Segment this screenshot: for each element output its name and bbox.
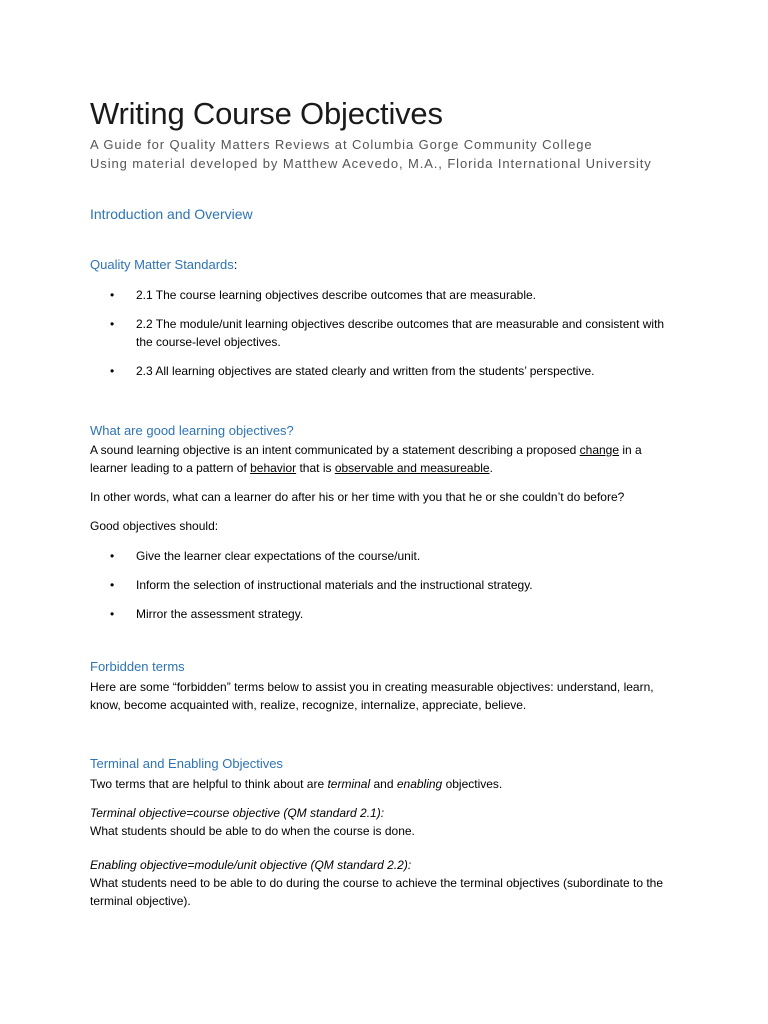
list-item-text: 2.1 The course learning objectives describe outcomes that are measurable. [136,288,537,302]
heading-good-objectives: What are good learning objectives? [90,423,294,438]
list-item-text: Inform the selection of instructional materials and the instructional strategy. [136,578,533,592]
bullet-icon: • [110,607,115,621]
list-item-text: 2.2 The module/unit learning objectives describe outcomes that are measurable and consistent with the course-level objectives. [136,317,665,349]
paragraph-good-objectives-lead: Good objectives should: [90,519,219,533]
text-fragment: objectives. [442,777,503,791]
text-fragment: in a learner leading to a pattern of [90,443,642,475]
heading-introduction: Introduction and Overview [90,206,253,222]
list-item [110,315,680,351]
paragraph-forbidden-terms: Here are some “forbidden” terms below to assist you in creating measurable objectives: understand, learn, know, become acquainted with, realize, recognize, internalize, appreciate, believe. [90,680,654,712]
bullet-icon: • [110,364,115,378]
subtitle-guide: A Guide for Quality Matters Reviews at Columbia Gorge Community College [90,137,593,152]
list-item-text: Mirror the assessment strategy. [136,607,304,621]
bullet-icon: • [110,288,115,302]
list-item [110,605,680,623]
list-item-text: 2.3 All learning objectives are stated clearly and written from the students’ perspective. [136,364,595,378]
heading-qm-standards-text: Quality Matter Standards [90,257,234,272]
text-fragment: A sound learning objective is an intent communicated by a statement describing a proposed [90,443,580,457]
list-item-text: Give the learner clear expectations of the course/unit. [136,549,421,563]
enabling-objective-label: Enabling objective=module/unit objective (QM standard 2.2): [90,858,412,872]
heading-qm-standards [90,257,237,272]
list-item [110,286,680,304]
italic-term-enabling: enabling [396,777,443,791]
page-title: Writing Course Objectives [90,96,443,131]
text-fragment: Two terms that are helpful to think about are [90,777,328,791]
terminal-objective-label: Terminal objective=course objective (QM standard 2.1): [90,806,385,820]
bullet-icon: • [110,578,115,592]
text-fragment: and [370,777,397,791]
enabling-objective-description: What students need to be able to do during the course to achieve the terminal objectives (subordinate to the terminal objective). [90,876,664,908]
paragraph-terms-intro [90,775,680,793]
text-fragment: . [489,461,493,475]
list-item [110,576,680,594]
underlined-term-behavior: behavior [250,461,297,475]
paragraph-definition [90,441,680,477]
terminal-objective-description: What students should be able to do when the course is done. [90,824,415,838]
underlined-term-change: change [579,443,620,457]
bullet-icon: • [110,549,115,563]
heading-terminal-enabling: Terminal and Enabling Objectives [90,756,283,771]
text-fragment: that is [296,461,335,475]
paragraph-other-words: In other words, what can a learner do after his or her time with you that he or she couldn’t do before? [90,490,625,504]
italic-term-terminal: terminal [327,777,371,791]
list-item [110,547,680,565]
bullet-icon: • [110,317,115,331]
underlined-term-observable: observable and measureable [334,461,490,475]
list-item [110,362,680,380]
heading-forbidden-terms: Forbidden terms [90,659,185,674]
heading-colon: : [233,257,238,272]
subtitle-credit: Using material developed by Matthew Acevedo, M.A., Florida International University [90,156,652,171]
